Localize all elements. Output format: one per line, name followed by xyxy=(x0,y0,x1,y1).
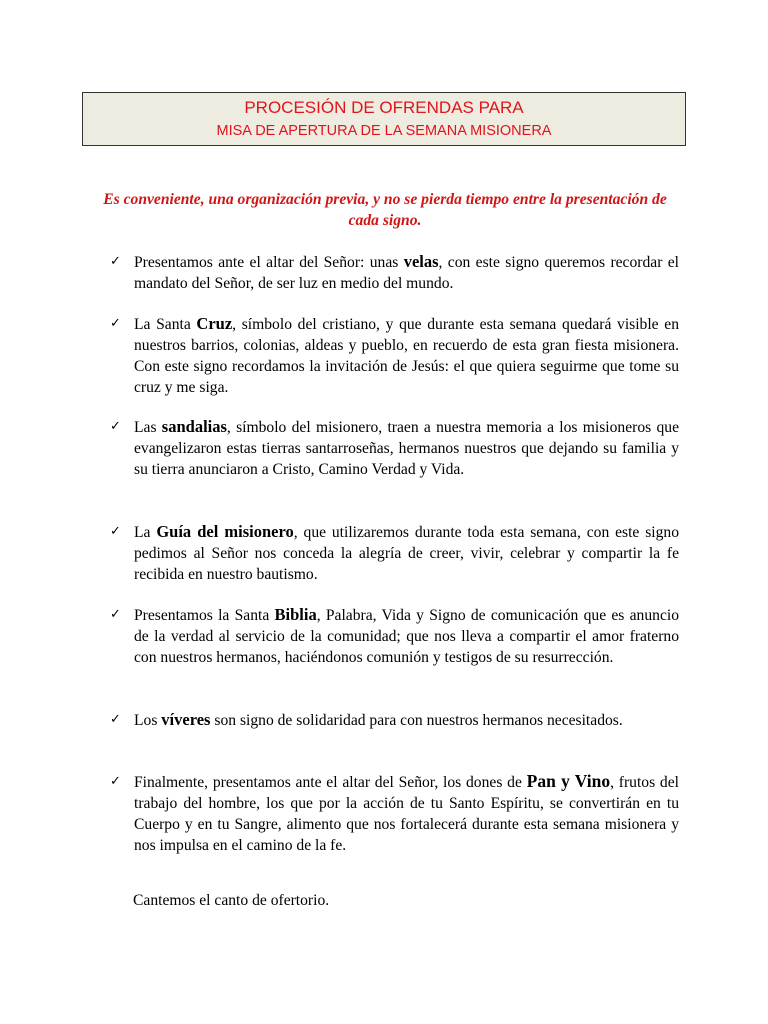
list-item-viveres xyxy=(134,709,679,731)
item-keyword: velas xyxy=(403,252,439,271)
item-keyword: víveres xyxy=(161,710,211,729)
item-text: , símbolo del misionero, traen a nuestra memoria a los misioneros que evangelizaron estas tierras santarroseñas, hermanos nuestros que dejando su familia y su tierra anunciaron a Cristo, Camino Verdad y Vida. xyxy=(134,419,679,478)
item-text: La Santa xyxy=(134,316,197,333)
item-keyword: Cruz xyxy=(196,314,233,333)
item-keyword: Biblia xyxy=(274,605,317,624)
list-item-cruz xyxy=(134,313,679,398)
checkmark-icon: ✓ xyxy=(110,316,121,331)
item-keyword: sandalias xyxy=(161,417,227,436)
item-text: Presentamos la Santa xyxy=(134,607,275,624)
item-text: , frutos del trabajo del hombre, los que por la acción de tu Santo Espíritu, se convertirán en tu Cuerpo y en tu Sangre, alimento que nos fortalecerá durante esta semana misionera y nos impulsa en el camino de la fe. xyxy=(134,774,679,854)
checkmark-icon: ✓ xyxy=(110,254,121,269)
list-item-sandalias xyxy=(134,416,679,480)
list-item-pan-y-vino xyxy=(134,771,679,856)
item-text: son signo de solidaridad para con nuestros hermanos necesitados. xyxy=(210,712,623,729)
item-text: , con este signo queremos recordar el mandato del Señor, de ser luz en medio del mundo. xyxy=(134,254,680,292)
closing-line: Cantemos el canto de ofertorio. xyxy=(133,892,330,909)
item-text: , Palabra, Vida y Signo de comunicación que es anuncio de la verdad al servicio de la comunidad; que nos lleva a compartir el amor fraterno con nuestros hermanos, haciéndonos comunión y testigos de su resurrección. xyxy=(134,607,679,666)
checkmark-icon: ✓ xyxy=(110,712,121,727)
checkmark-icon: ✓ xyxy=(110,774,121,789)
item-text: Los xyxy=(134,712,162,729)
list-item-guia xyxy=(134,521,679,585)
item-text: , símbolo del cristiano, y que durante esta semana quedará visible en nuestros barrios, colonias, aldeas y pueblo, en recuerdo de esta gran fiesta misionera. Con este signo recordamos la invitación de Jesús: el que quiera seguirme que tome su cruz y me siga. xyxy=(134,316,679,396)
checkmark-icon: ✓ xyxy=(110,607,121,622)
list-item-biblia xyxy=(134,604,679,668)
item-text: La xyxy=(134,524,157,541)
item-text: Las xyxy=(134,419,162,436)
checkmark-icon: ✓ xyxy=(110,524,121,539)
item-text: , que utilizaremos durante toda esta semana, con este signo pedimos al Señor nos conceda la alegría de creer, vivir, celebrar y compartir la fe recibida en nuestro bautismo. xyxy=(134,524,679,583)
item-text: Finalmente, presentamos ante el altar del Señor, los dones de xyxy=(134,774,527,791)
item-keyword: Pan y Vino xyxy=(526,771,611,791)
item-keyword: Guía del misionero xyxy=(156,522,294,541)
item-text: Presentamos ante el altar del Señor: unas xyxy=(134,254,404,271)
title-line-2: MISA DE APERTURA DE LA SEMANA MISIONERA xyxy=(216,123,552,139)
title-box xyxy=(82,92,686,146)
checkmark-icon: ✓ xyxy=(110,419,121,434)
title-line-1: PROCESIÓN DE OFRENDAS PARA xyxy=(244,98,524,117)
intro-note: Es conveniente, una organización previa, y no se pierda tiempo entre la presentación de cada signo. xyxy=(103,191,667,229)
list-item-velas xyxy=(134,251,679,294)
